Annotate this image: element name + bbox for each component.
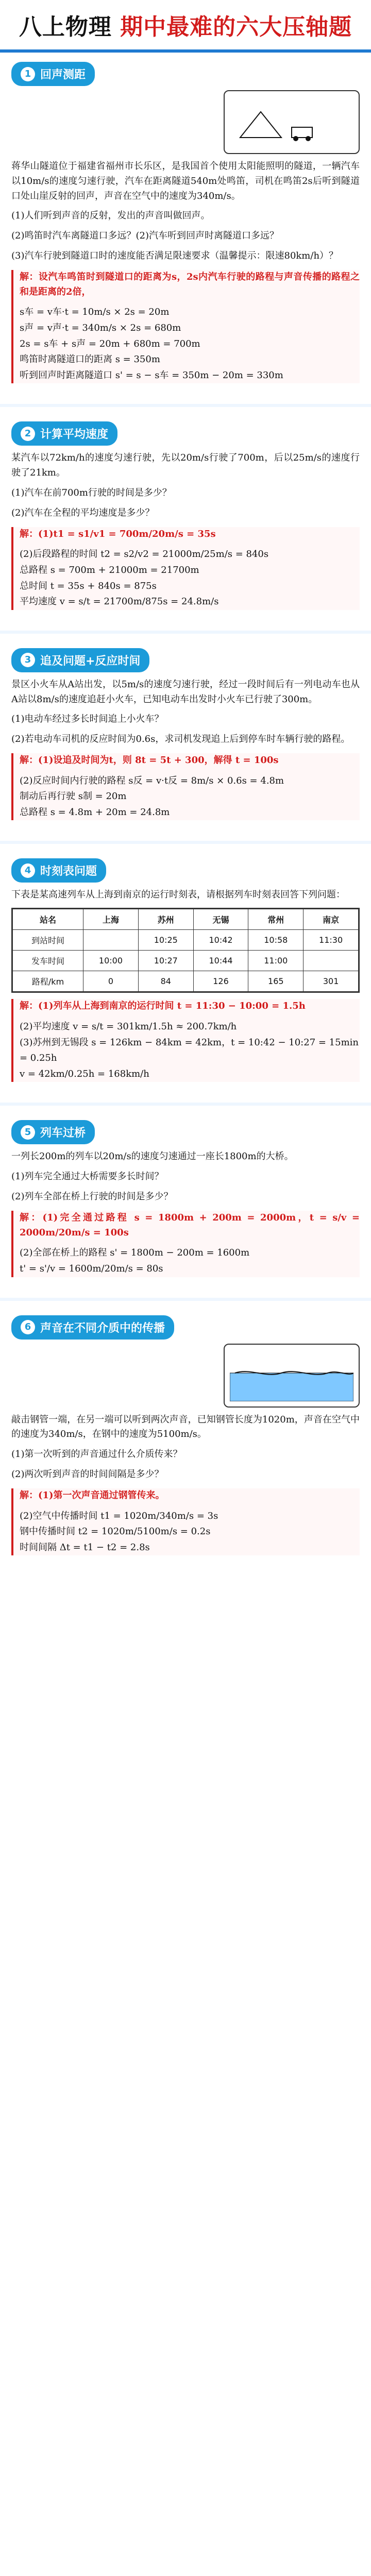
section-2 [0,412,371,625]
section-number: 5 [21,1125,35,1140]
page-title [19,8,352,41]
title-bar [0,0,371,53]
paragraph: (1)电动车经过多长时间追上小火车？ [11,714,164,725]
table-cell: 165 [248,971,303,992]
hint: 解：(1)第一次声音通过钢管传来。 [20,1489,165,1501]
section-title: 列车过桥 [40,1127,86,1140]
table-cell: 11:00 [248,951,303,971]
section-header [11,421,117,446]
paragraph: (1)第一次听到的声音通过什么介质传来？ [11,1449,182,1460]
hint: 解：设汽车鸣笛时到隧道口的距离为s，2s内汽车行驶的路程与声音传播的路程之和是距离的2倍， [20,271,360,297]
answer-line: t' = s'/v = 1600m/20m/s = 80s [20,1263,163,1275]
water-wave-diagram [224,1344,360,1408]
table-header-cell: 南京 [303,909,359,930]
section-3 [0,639,371,836]
answer-line: (2)全部在桥上的路程 s' = 1800m − 200m = 1600m [20,1247,250,1259]
section-title: 追及问题+反应时间 [40,654,141,668]
paragraph: (3)汽车行驶到隧道口时的速度能否满足限速要求（温馨提示：限速80km/h）？ [11,250,339,261]
section-header [11,1315,174,1340]
paragraph: (2)汽车在全程的平均速度是多少？ [11,507,155,518]
solution [11,1488,360,1556]
table-cell: 到站时间 [13,930,83,951]
table-cell: 10:25 [138,930,193,951]
paragraph: 敲击钢管一端，在另一端可以听到两次声音，已知钢管长度为1020m，声音在空气中的速度为340m/s，在钢中的速度为5100m/s。 [11,1414,360,1440]
table-cell: 301 [303,971,359,992]
table-cell: 路程/km [13,971,83,992]
paragraph: (2)列车全部在桥上行驶的时间是多少？ [11,1191,173,1202]
paragraph: 景区小火车从A站出发，以5m/s的速度匀速行驶，经过一段时间后有一列电动车也从A站以8m/s的速度追赶小火车，已知电动车出发时小火车已行驶了300m。 [11,679,360,705]
table-cell: 10:00 [83,951,139,971]
table-header-row [13,909,359,930]
paragraph: 某汽车以72km/h的速度匀速行驶，先以20m/s行驶了700m，后以25m/s的速度行驶了21km。 [11,452,360,479]
answer-line: 总路程 s = 700m + 21000m = 21700m [20,564,199,575]
section-title: 时刻表问题 [40,865,97,878]
table-cell: 10:27 [138,951,193,971]
table-row [13,971,359,992]
paragraph: (2)两次听到声音的时间间隔是多少？ [11,1469,164,1480]
answer-line: 总时间 t = 35s + 840s = 875s [20,580,157,591]
paragraph: (1)列车完全通过大桥需要多长时间？ [11,1171,164,1182]
section-header [11,62,95,86]
answer-line: 时间间隔 Δt = t1 − t2 = 2.8s [20,1541,150,1553]
section-1 [0,53,371,399]
table-cell: 84 [138,971,193,992]
answer-line: s车 = v车·t = 10m/s × 2s = 20m [20,307,170,318]
hint: 解：(1)完全通过路程 s = 1800m + 200m = 2000m，t = s/v = 2000m/20m/s = 100s [20,1212,360,1238]
answer-line: (3)苏州到无锡段 s = 126km − 84km = 42km，t = 10:42 − 10:27 = 15min = 0.25h [20,1037,359,1064]
paragraph: 一列长200m的列车以20m/s的速度匀速通过一座长1800m的大桥。 [11,1151,294,1162]
section-header [11,648,149,672]
answer-line: 鸣笛时离隧道口的距离 s = 350m [20,354,160,365]
table-header-cell: 无锡 [193,909,248,930]
table-cell: 11:30 [303,930,359,951]
answer-line: (2)后段路程的时间 t2 = s2/v2 = 21000m/25m/s = 840s [20,549,269,560]
divider [0,404,371,407]
section-title: 回声测距 [40,69,86,81]
section-header [11,1120,95,1144]
title-highlight: 期中最难的六大压轴题 [120,14,352,40]
solution [11,270,360,384]
table-cell [83,930,139,951]
answer-line: v = 42km/0.25h = 168km/h [20,1068,149,1079]
solution [11,1211,360,1277]
table-header-cell: 苏州 [138,909,193,930]
title-prefix: 八上物理 [19,14,112,40]
section-number: 6 [21,1320,35,1334]
solution [11,999,360,1082]
divider [0,1103,371,1106]
section-number: 3 [21,653,35,667]
paragraph: (1)汽车在前700m行驶的时间是多少？ [11,487,172,498]
paragraph: (2)若电动车司机的反应时间为0.6s，求司机发现追上后到停车时车辆行驶的路程。 [11,734,350,745]
section-header [11,858,106,883]
section-5 [0,1111,371,1292]
table-cell: 10:58 [248,930,303,951]
table-cell: 发车时间 [13,951,83,971]
paragraph: (2)鸣笛时汽车离隧道口多远？(2)汽车听到回声时离隧道口多远？ [11,230,279,242]
table-cell [303,951,359,971]
answer-line: 听到回声时距离隧道口 s' = s − s车 = 350m − 20m = 330m [20,369,283,381]
paragraph: 下表是某高速列车从上海到南京的运行时刻表，请根据列车时刻表回答下列问题： [11,889,345,901]
answer-line: 制动后再行驶 s制 = 20m [20,791,127,802]
answer-line: 钢中传播时间 t2 = 1020m/5100m/s = 0.2s [20,1526,211,1537]
section-4 [0,849,371,1097]
divider [0,841,371,844]
table-cell: 10:44 [193,951,248,971]
answer-line: (2)反应时间内行驶的路程 s反 = v·t反 = 8m/s × 0.6s = 4.8m [20,775,284,786]
solution [11,527,360,610]
answer-line: 平均速度 v = s/t = 21700m/875s = 24.8m/s [20,596,219,607]
table-header-cell: 常州 [248,909,303,930]
answer-line: 2s = s车 + s声 = 20m + 680m = 700m [20,338,200,349]
divider [0,631,371,634]
section-title: 计算平均速度 [40,428,109,442]
hint: 解：(1)t1 = s1/v1 = 700m/20m/s = 35s [20,528,216,539]
bottom-spacer [0,1571,371,1576]
section-title: 声音在不同介质中的传播 [40,1321,165,1335]
hint: 解：(1)设追及时间为t，则 8t = 5t + 300，解得 t = 100s [20,754,279,766]
schedule-table [11,908,360,993]
answer-line: 总路程 s = 4.8m + 20m = 24.8m [20,806,170,818]
table-header-cell: 上海 [83,909,139,930]
section-number: 1 [21,67,35,81]
table-cell: 126 [193,971,248,992]
table-row [13,930,359,951]
paragraph: (1)人们听到声音的反射，发出的声音叫做回声。 [11,210,210,222]
mountain-car-diagram [224,90,360,154]
paragraph: 蒋华山隧道位于福建省福州市长乐区，是我国首个使用太阳能照明的隧道，一辆汽车以10m/s的速度匀速行驶，汽车在距离隧道540m处鸣笛，司机在鸣笛2s后听到隧道口处山崖反射的回声，声音在空气中的速度为340m/s。 [11,161,360,201]
answer-line: (2)平均速度 v = s/t = 301km/1.5h ≈ 200.7km/h [20,1021,237,1032]
answer-line: (2)空气中传播时间 t1 = 1020m/340m/s = 3s [20,1510,218,1521]
section-number: 4 [21,863,35,878]
table-row [13,951,359,971]
table-cell: 0 [83,971,139,992]
solution [11,753,360,821]
hint: 解：(1)列车从上海到南京的运行时间 t = 11:30 − 10:00 = 1.5h [20,1001,306,1012]
table-cell: 10:42 [193,930,248,951]
answer-line: s声 = v声·t = 340m/s × 2s = 680m [20,322,181,333]
section-number: 2 [21,427,35,441]
divider [0,1298,371,1301]
section-6 [0,1306,371,1571]
table-header-cell: 站名 [13,909,83,930]
